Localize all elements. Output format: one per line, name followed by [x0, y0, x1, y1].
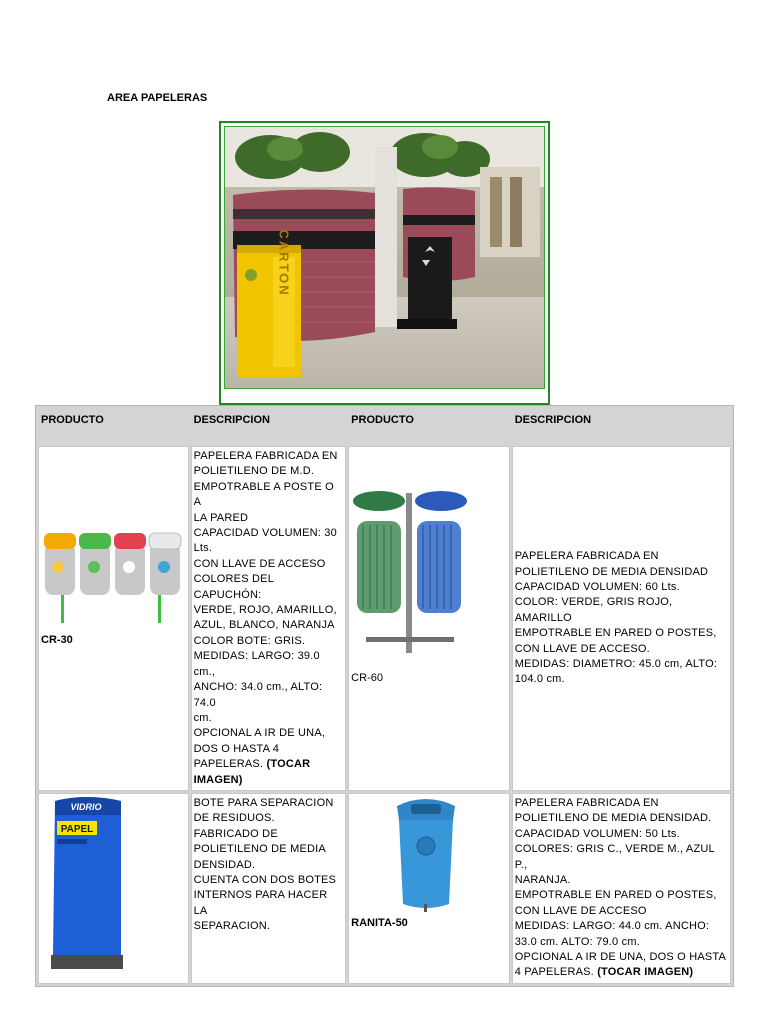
table-row: [38, 446, 731, 791]
mall-waste-bins-photo: [225, 127, 545, 389]
cr30-bins-image[interactable]: [41, 527, 186, 639]
vidrio-label: VIDRIO: [70, 801, 102, 812]
tocar-imagen-link-ranita50[interactable]: (TOCAR IMAGEN): [597, 966, 694, 979]
tocar-imagen-link-cr30[interactable]: (TOCAR IMAGEN): [193, 758, 311, 786]
separador-bin-image[interactable]: [41, 795, 131, 973]
product-cell-separador[interactable]: [38, 793, 189, 984]
product-cell-cr30[interactable]: [38, 446, 189, 791]
description-cr30: PAPELERA FABRICADA EN POLIETILENO DE M.D. EMPOTRABLE A POSTE O A LA PARED CAPACIDAD VOLUMEN: 30 Lts. CON LLAVE DE ACCESO COLORES DEL CAPUCHÓN: VERDE, ROJO, AMARILLO, AZUL, BLANCO, NARANJA COLOR BOTE: GRIS. MEDIDAS: LARGO: 39.0 cm., ANCHO: 34.0 cm., ALTO: 74.0 cm. OPCIONAL A IR DE UNA, DOS O HASTA 4 PAPELERAS. (TOCAR IMAGEN): [191, 446, 347, 791]
products-table: [35, 405, 734, 987]
ranita50-bin-image[interactable]: [391, 796, 461, 914]
hero-photo: [224, 126, 545, 389]
description-ranita50: PAPELERA FABRICADA EN POLIETILENO DE MEDIA DENSIDAD. CAPACIDAD VOLUMEN: 50 Lts. COLORES: GRIS C., VERDE M., AZUL P., NARANJA. EMPOTRABLE EN PARED O POSTES, CON LLAVE DE ACCESO MEDIDAS: LARGO: 44.0 cm. ANCHO: 33.0 cm. ALTO: 79.0 cm. OPCIONAL A IR DE UNA, DOS O HASTA 4 PAPELERAS. (TOCAR IMAGEN): [512, 793, 731, 984]
table-header-row: [38, 408, 731, 444]
product-cell-ranita50[interactable]: [348, 793, 510, 984]
product-cell-cr60[interactable]: [348, 446, 510, 791]
header-producto-1: PRODUCTO: [38, 408, 189, 444]
header-descripcion-1: DESCRIPCION: [191, 408, 347, 444]
cr60-bins-image[interactable]: [351, 489, 471, 659]
header-descripcion-2: DESCRIPCION: [512, 408, 731, 444]
table-row: [38, 793, 731, 984]
carton-bin-label: CARTON: [276, 229, 292, 297]
product-code-cr30: CR-30: [41, 634, 73, 646]
hero-photo-frame: [219, 121, 550, 405]
papel-label: PAPEL: [60, 823, 94, 835]
header-producto-2: PRODUCTO: [348, 408, 510, 444]
description-separador: BOTE PARA SEPARACION DE RESIDUOS. FABRICADO DE POLIETILENO DE MEDIA DENSIDAD. CUENTA CON DOS BOTES INTERNOS PARA HACER LA SEPARACION.: [191, 793, 347, 984]
description-cr60: PAPELERA FABRICADA EN POLIETILENO DE MEDIA DENSIDAD CAPACIDAD VOLUMEN: 60 Lts. COLOR: VERDE, GRIS ROJO, AMARILLO EMPOTRABLE EN PARED O POSTES, CON LLAVE DE ACCESO. MEDIDAS: DIAMETRO: 45.0 cm, ALTO: 104.0 cm.: [512, 446, 731, 791]
product-code-ranita50: RANITA-50: [351, 916, 408, 929]
product-code-cr60: CR-60: [351, 672, 383, 684]
page-title: AREA PAPELERAS: [107, 92, 208, 104]
